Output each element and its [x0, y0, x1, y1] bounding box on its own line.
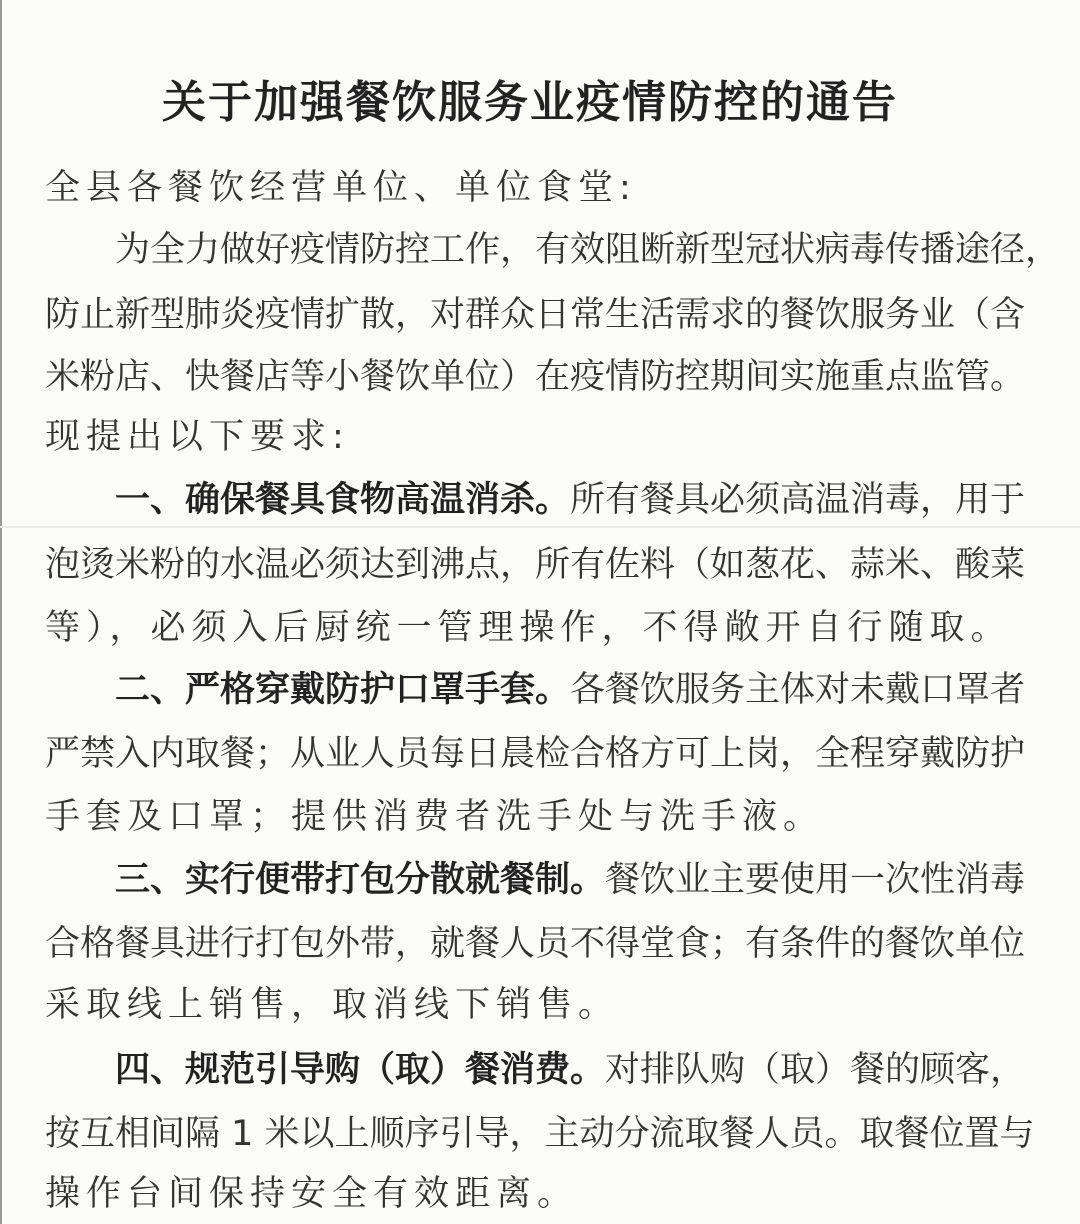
item-4-heading: 四、规范引导购（取）餐消费。: [115, 1050, 606, 1090]
item-3-line: [115, 855, 1026, 905]
item-3-text: 餐饮业主要使用一次性消毒: [605, 860, 1026, 900]
intro-line: 米粉店、快餐店等小餐饮单位）在疫情防控期间实施重点监管。: [45, 357, 1026, 397]
intro-line: 防止新型肺炎疫情扩散，对群众日常生活需求的餐饮服务业（含: [45, 295, 1026, 335]
item-1-heading: 一、确保餐具食物高温消杀。: [115, 480, 571, 520]
page-edge: [0, 0, 2, 1224]
item-1-line: 等），必须入后厨统一管理操作，不得敞开自行随取。: [45, 608, 1012, 648]
item-3-heading: 三、实行便带打包分散就餐制。: [115, 860, 606, 900]
item-1-line: 泡烫米粉的水温必须达到沸点，所有佐料（如葱花、蒜米、酸菜: [45, 545, 1026, 585]
item-2-heading: 二、严格穿戴防护口罩手套。: [115, 670, 571, 710]
document-title: 关于加强餐饮服务业疫情防控的通告: [162, 77, 898, 128]
salutation: 全县各餐饮经营单位、单位食堂:: [45, 168, 637, 208]
intro-line: 为全力做好疫情防控工作，有效阻断新型冠状病毒传播途径，: [115, 230, 1061, 270]
item-3-line: 合格餐具进行打包外带，就餐人员不得堂食；有条件的餐饮单位: [45, 924, 1026, 964]
item-4-text: 对排队购（取）餐的顾客，: [605, 1050, 1026, 1090]
item-4-line: 操作台间保持安全有效距离。: [45, 1174, 579, 1214]
intro-line: 现提出以下要求:: [45, 417, 350, 457]
item-3-line: 采取线上销售，取消线下销售。: [45, 985, 620, 1025]
scan-fold-line: [0, 526, 1080, 528]
item-2-line: [115, 665, 1026, 715]
item-1-line: [115, 475, 1026, 525]
item-1-text: 所有餐具必须高温消毒，用于: [570, 480, 1026, 520]
item-2-line: 手套及口罩；提供消费者洗手处与洗手液。: [45, 797, 825, 837]
item-4-line: [115, 1045, 1026, 1095]
item-2-text: 各餐饮服务主体对未戴口罩者: [570, 670, 1026, 710]
item-2-line: 严禁入内取餐；从业人员每日晨检合格方可上岗，全程穿戴防护: [45, 734, 1026, 774]
item-4-line: 按互相间隔 1 米以上顺序引导，主动分流取餐人员。取餐位置与: [45, 1114, 1035, 1154]
